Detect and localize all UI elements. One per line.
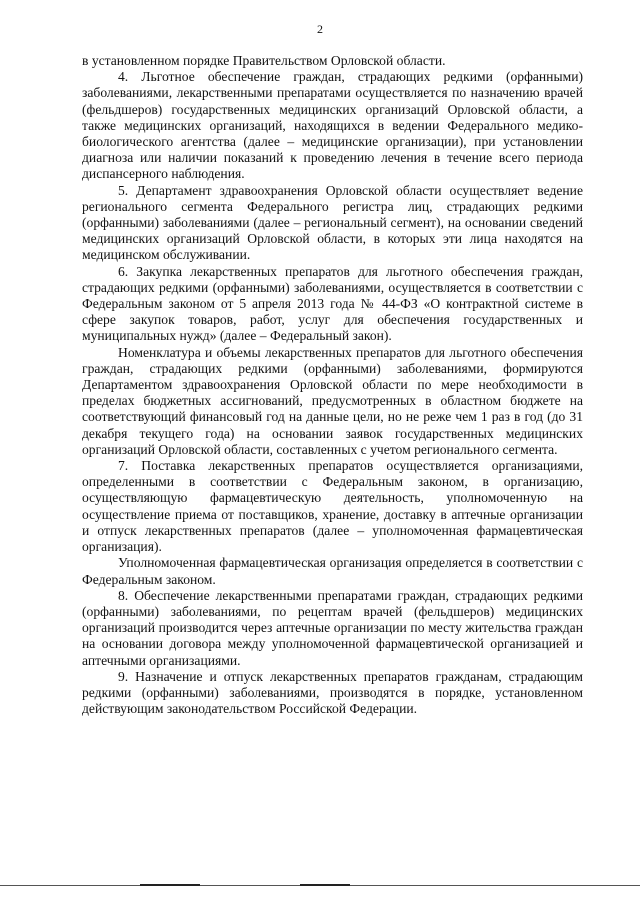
paragraph-item-7: 7. Поставка лекарственных препаратов осуществляется организациями, определенными в соответствии с Федеральным законом, в организацию, осуществляющую фармацевтическую деятельность, уполномоченную на осуществление приема от поставщиков, хранение, доставку в аптечные организации и отпуск лекарственных препаратов (далее – уполномоченная фармацевтическая организация).: [82, 458, 583, 555]
page-number: 2: [317, 22, 323, 36]
paragraph-item-6: 6. Закупка лекарственных препаратов для льготного обеспечения граждан, страдающих редкими (орфанными) заболеваниями, осуществляется в соответствии с Федеральным законом от 5 апреля 2013 года № 44-ФЗ «О контрактной системе в сфере закупок товаров, работ, услуг для обеспечения государственных и муниципальных нужд» (далее – Федеральный закон).: [82, 263, 583, 344]
paragraph-item-4: 4. Льготное обеспечение граждан, страдающих редкими (орфанными) заболеваниями, лекарственными препаратами осуществляется по назначению врачей (фельдшеров) государственных медицинских организаций Орловской области, а также медицинских организаций, находящихся в ведении Федерального медико-биологического агентства (далее – медицинские организации), при установлении диагноза или наличии показаний к проведению лечения в течение всего периода диспансерного наблюдения.: [82, 69, 583, 182]
document-body: [82, 53, 583, 717]
paragraph-item-8: 8. Обеспечение лекарственными препаратами граждан, страдающих редкими (орфанными) заболеваниями, по рецептам врачей (фельдшеров) медицинских организаций производится через аптечные организации по месту жительства граждан на основании договора между уполномоченной фармацевтической организацией и аптечными организациями.: [82, 587, 583, 668]
page-bottom-rule: [0, 884, 640, 887]
paragraph-authorized-organization: Уполномоченная фармацевтическая организация определяется в соответствии с Федеральным законом.: [82, 555, 583, 587]
paragraph-item-5: 5. Департамент здравоохранения Орловской области осуществляет ведение регионального сегмента Федерального регистра лиц, страдающих редкими (орфанными) заболеваниями (далее – региональный сегмент), на основании сведений медицинских организаций Орловской области, в которых эти лица находятся на медицинском обслуживании.: [82, 182, 583, 263]
paragraph-item-9: 9. Назначение и отпуск лекарственных препаратов гражданам, страдающим редкими (орфанными) заболеваниями, производятся в порядке, установленном действующим законодательством Российской Федерации.: [82, 668, 583, 717]
paragraph-continuation: в установленном порядке Правительством Орловской области.: [82, 53, 446, 68]
paragraph-nomenclature: Номенклатура и объемы лекарственных препаратов для льготного обеспечения граждан, страдающих редкими (орфанными) заболеваниями, формируются Департаментом здравоохранения Орловской области по мере необходимости в пределах бюджетных ассигнований, предусмотренных в областном бюджете на соответствующий финансовый год на данные цели, но не реже чем 1 раз в год (до 31 декабря текущего года) на основании заявок государственных медицинских организаций Орловской области, составленных с учетом регионального сегмента.: [82, 344, 583, 457]
